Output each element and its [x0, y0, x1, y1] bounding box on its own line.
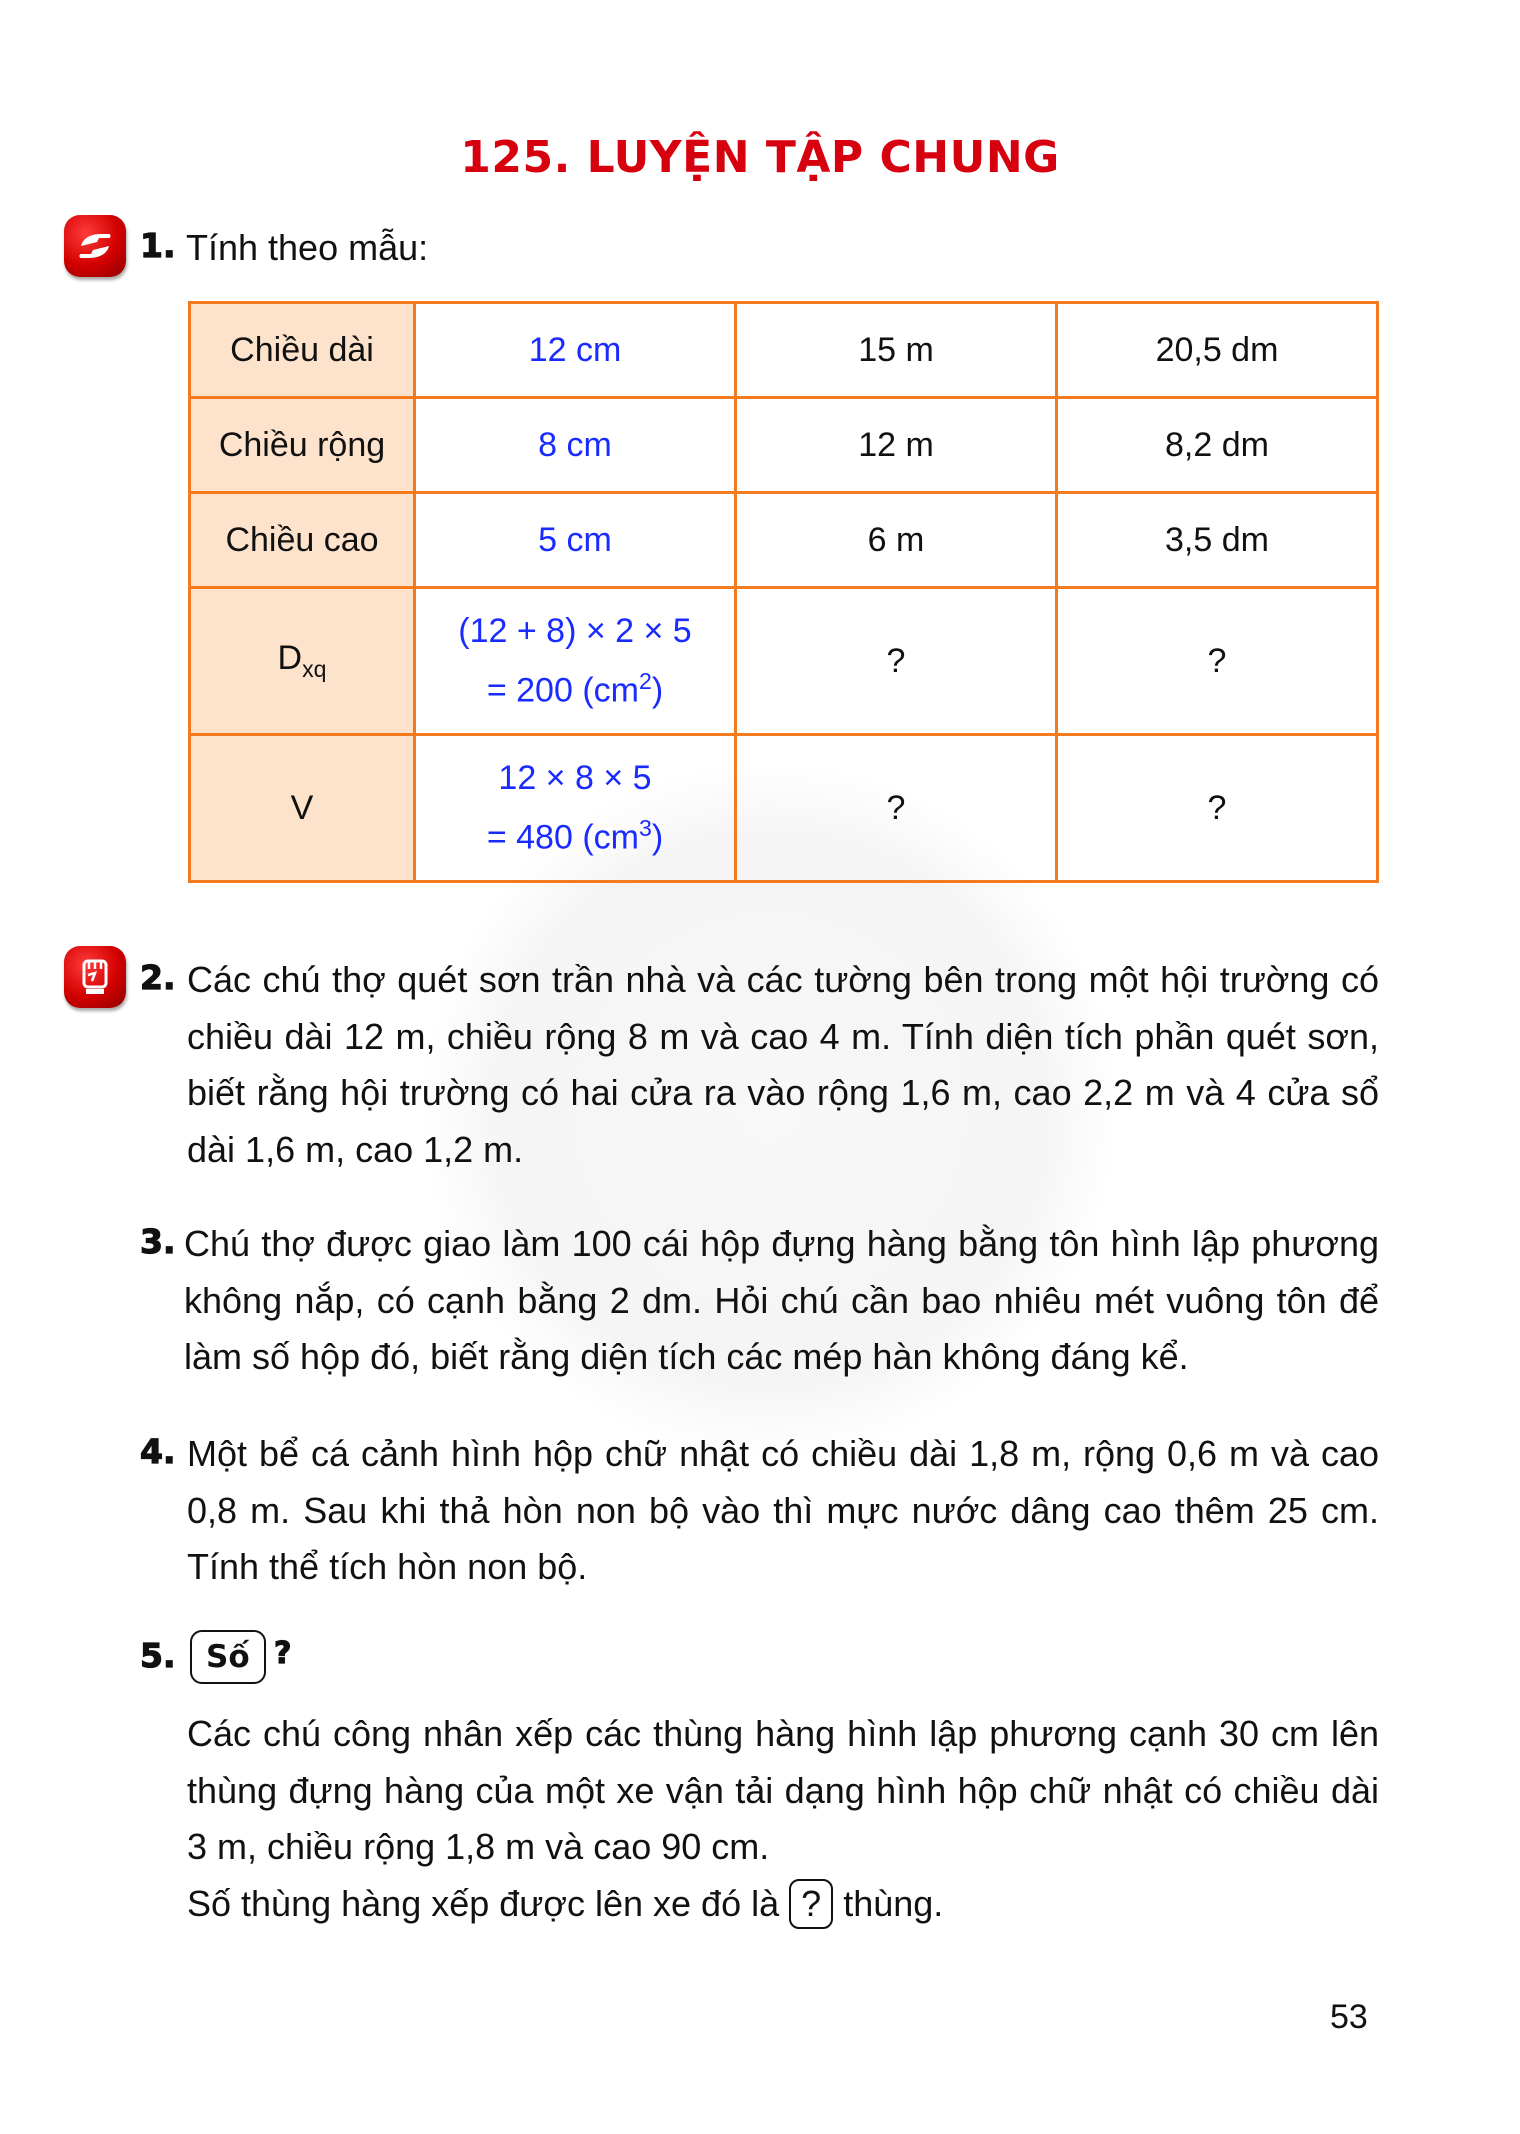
table-cell: 15 m	[736, 303, 1057, 398]
answer-cell[interactable]: ?	[736, 588, 1057, 735]
row-header: V	[190, 735, 415, 882]
hands-pointing-icon	[64, 215, 126, 277]
dimensions-table	[188, 301, 1379, 883]
answer-cell[interactable]: ?	[736, 735, 1057, 882]
exercise-5-answer-line	[187, 1876, 943, 1933]
table-cell: 12 m	[736, 398, 1057, 493]
table-cell: 20,5 dm	[1057, 303, 1378, 398]
example-cell: 12 cm	[415, 303, 736, 398]
table-cell: 8,2 dm	[1057, 398, 1378, 493]
exercise-2-text: Các chú thợ quét sơn trần nhà và các tường bên trong một hội trường có chiều dài 12 m, chiều rộng 8 m và cao 4 m. Tính diện tích phần quét sơn, biết rằng hội trường có hai cửa ra vào rộng 1,6 m, cao 2,2 m và 4 cửa sổ dài 1,6 m, cao 1,2 m.	[187, 959, 1379, 1170]
exercise-1-prompt: Tính theo mẫu:	[186, 227, 429, 268]
table-row	[190, 493, 1378, 588]
exercise-4-text: Một bể cá cảnh hình hộp chữ nhật có chiều dài 1,8 m, rộng 0,6 m và cao 0,8 m. Sau khi thả hòn non bộ vào thì mực nước dâng cao thêm 25 cm. Tính thể tích hòn non bộ.	[187, 1433, 1379, 1587]
exercise-5-number: 5.	[140, 1636, 176, 1675]
example-cell	[415, 588, 736, 735]
lesson-title: 125. LUYỆN TẬP CHUNG	[460, 132, 1060, 183]
row-header: Chiều cao	[190, 493, 415, 588]
number-box-label: Số	[190, 1630, 266, 1684]
exercise-1-number: 1.	[140, 226, 176, 265]
page-number: 53	[1330, 1998, 1368, 2036]
dxq-exponent: 2	[638, 668, 652, 695]
v-exponent: 3	[638, 815, 652, 842]
exercise-4-number: 4.	[140, 1432, 176, 1471]
example-cell	[415, 735, 736, 882]
answer-cell[interactable]: ?	[1057, 735, 1378, 882]
answer-cell[interactable]: ?	[1057, 588, 1378, 735]
dxq-formula: (12 + 8) × 2 × 5	[458, 612, 692, 651]
dxq-result	[416, 656, 734, 715]
v-formula: 12 × 8 × 5	[498, 759, 652, 798]
table-cell: 3,5 dm	[1057, 493, 1378, 588]
dxq-symbol: D	[277, 639, 303, 678]
table-row	[190, 588, 1378, 735]
example-cell: 5 cm	[415, 493, 736, 588]
row-header-dxq	[190, 588, 415, 735]
answer-suffix: thùng.	[843, 1883, 944, 1924]
answer-box[interactable]: ?	[789, 1879, 833, 1929]
table-cell: 6 m	[736, 493, 1057, 588]
example-cell: 8 cm	[415, 398, 736, 493]
dxq-result-value: = 200 (cm	[486, 671, 639, 710]
exercise-3-number: 3.	[140, 1222, 176, 1261]
row-header: Chiều dài	[190, 303, 415, 398]
answer-prefix: Số thùng hàng xếp được lên xe đó là	[187, 1883, 780, 1924]
dxq-close-paren: )	[651, 671, 664, 710]
exercise-5-question-mark: ?	[274, 1636, 292, 1671]
v-result	[416, 803, 734, 862]
row-header: Chiều rộng	[190, 398, 415, 493]
raised-fist-icon	[64, 946, 126, 1008]
table-row	[190, 303, 1378, 398]
exercise-3-text: Chú thợ được giao làm 100 cái hộp đựng hàng bằng tôn hình lập phương không nắp, có cạnh bằng 2 dm. Hỏi chú cần bao nhiêu mét vuông tôn để làm số hộp đó, biết rằng diện tích các mép hàn không đáng kể.	[184, 1223, 1379, 1377]
table-row	[190, 398, 1378, 493]
exercise-5-text: Các chú công nhân xếp các thùng hàng hình lập phương cạnh 30 cm lên thùng đựng hàng của một xe vận tải dạng hình hộp chữ nhật có chiều dài 3 m, chiều rộng 1,8 m và cao 90 cm.	[187, 1713, 1379, 1867]
exercise-2-number: 2.	[140, 958, 176, 997]
dxq-subscript: xq	[302, 655, 327, 682]
v-result-value: = 480 (cm	[486, 818, 639, 857]
table-row	[190, 735, 1378, 882]
v-close-paren: )	[651, 818, 664, 857]
